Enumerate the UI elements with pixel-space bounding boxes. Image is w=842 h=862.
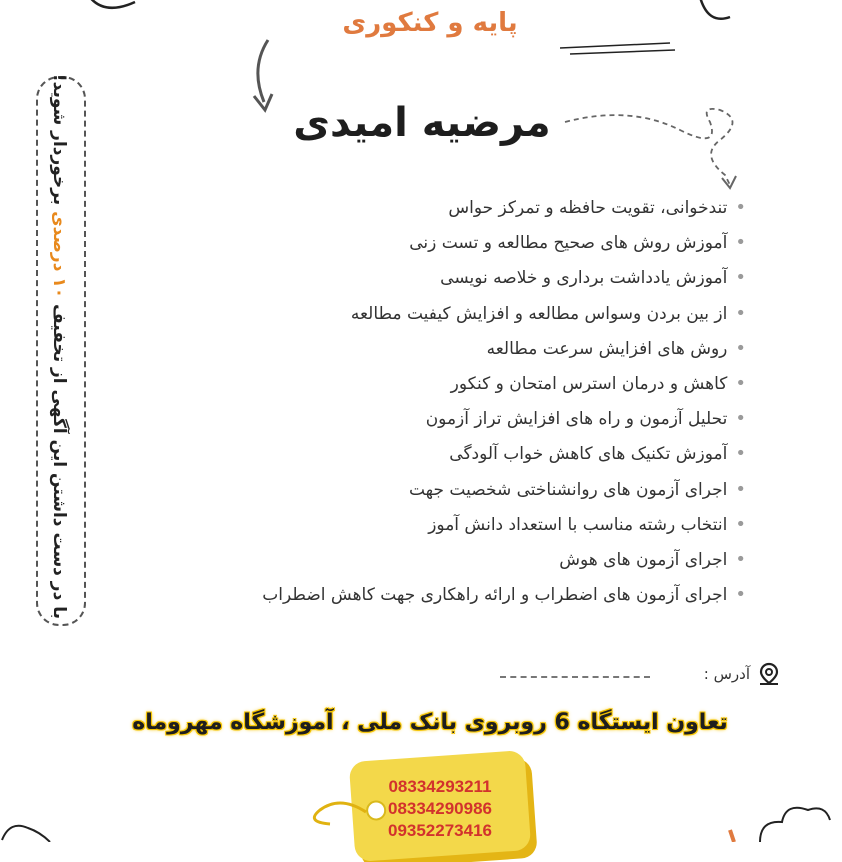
phone-number[interactable]: 08334290986 [387,799,492,818]
address-divider [500,676,650,678]
address-label: آدرس : [703,665,750,683]
bullet-icon: • [735,513,746,535]
doodle-swirl-top-left [80,0,140,25]
list-item: •اجرای آزمون های هوش [559,548,746,570]
bullet-icon: • [735,478,746,500]
doodle-cloud-top-right [690,0,830,55]
bullet-icon: • [735,408,746,430]
list-item: •انتخاب رشته مناسب با استعداد دانش آموز [428,513,746,535]
phone-number[interactable]: 08334293211 [388,777,492,796]
phone-number[interactable]: 09352273416 [387,821,492,840]
list-item: •اجرای آزمون های روانشناختی شخصیت جهت [408,478,746,500]
bullet-icon: • [735,302,746,324]
bullet-icon: • [735,372,746,394]
dashed-loop-arrow-icon [560,100,750,195]
services-list [146,190,746,612]
list-item: •از بین بردن وسواس مطالعه و افزایش کیفیت مطالعه [350,302,746,324]
subtitle: پایه و کنکوری [342,8,518,38]
bullet-icon: • [735,548,746,570]
list-item: •آموزش یادداشت برداری و خلاصه نویسی [440,267,746,289]
tag-string-icon [300,790,370,830]
bullet-icon: • [735,232,746,254]
list-item: •اجرای آزمون های اضطراب و ارائه راهکاری جهت کاهش اضطراب [262,584,746,606]
doodle-lines-top [560,40,680,60]
bullet-icon: • [735,337,746,359]
location-pin-icon [758,662,780,686]
bullet-icon: • [735,584,746,606]
address-text: تعاون ایستگاه 6 روبروی بانک ملی ، آموزشگاه مهروماه [132,710,728,735]
list-item: •تندخوانی، تقویت حافظه و تمرکز حواس [448,197,746,218]
list-item: •روش های افزایش سرعت مطالعه [486,337,746,359]
page-title: مرضیه امیدی [293,100,551,146]
phone-numbers [365,776,515,842]
list-item: •آموزش تکنیک های کاهش خواب آلودگی [449,443,746,465]
discount-highlight: ۱۰ درصدی [49,211,69,299]
list-item: •تحلیل آزمون و راه های افزایش تراز آزمون [425,408,746,430]
address-row [704,662,780,686]
list-item: •آموزش روش های صحیح مطالعه و تست زنی [409,232,746,254]
doodle-bottom-left [0,810,60,842]
doodle-cloud-bottom-right [720,800,842,842]
bullet-icon: • [735,267,746,289]
list-item: •کاهش و درمان استرس امتحان و کنکور [450,372,746,394]
bullet-icon: • [735,197,746,218]
discount-note: با در دست داشتن این آگهی از تخفیف ۱۰ درصدی برخوردار شوید! [49,73,69,619]
bullet-icon: • [735,443,746,465]
